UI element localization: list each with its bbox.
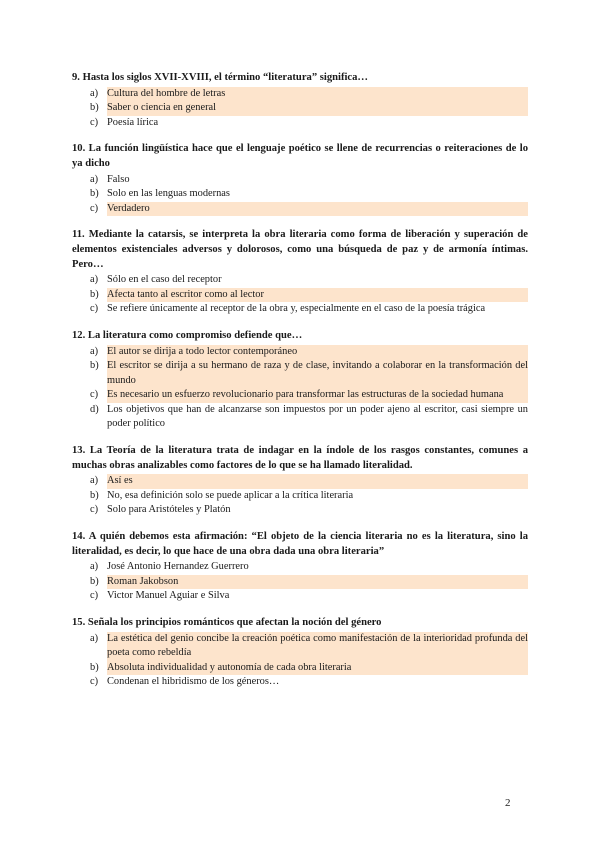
- answer-option: [72, 173, 528, 188]
- option-text: Sólo en el caso del receptor: [107, 274, 222, 286]
- answer-option-highlighted: [72, 288, 528, 303]
- answer-options: [72, 560, 528, 604]
- answer-options: [72, 173, 528, 217]
- option-letter: b): [90, 489, 99, 501]
- answer-option-highlighted: [72, 101, 528, 116]
- option-letter: b): [90, 661, 99, 673]
- answer-options: [72, 632, 528, 690]
- option-text: Absoluta individualidad y autonomía de cada obra literaria: [107, 661, 528, 676]
- page-number: 2: [505, 797, 511, 809]
- option-text: Victor Manuel Aguiar e Silva: [107, 590, 230, 602]
- option-text: Es necesario un esfuerzo revolucionario para transformar las estructuras de la sociedad humana: [107, 388, 528, 403]
- option-letter: a): [90, 87, 99, 99]
- answer-option: [72, 116, 528, 131]
- question-block: [72, 444, 528, 518]
- question-title: 11. Mediante la catarsis, se interpreta la obra literaria como forma de liberación y superación de elementos existenciales adversos y dolorosos, como una búsqueda de paz y de armonía íntimas. Pero…: [72, 229, 528, 270]
- option-text: José Antonio Hernandez Guerrero: [107, 561, 249, 573]
- option-letter: c): [90, 116, 99, 128]
- answer-options: [72, 273, 528, 317]
- question-block: [72, 142, 528, 216]
- question-title: 10. La función lingüística hace que el lenguaje poético se llene de recurrencias o reiteraciones de lo ya dicho: [72, 143, 528, 169]
- answer-option-highlighted: [72, 388, 528, 403]
- answer-option: [72, 489, 528, 504]
- option-letter: a): [90, 632, 99, 644]
- answer-option-highlighted: [72, 661, 528, 676]
- answer-option: [72, 560, 528, 575]
- question-list: [72, 71, 528, 702]
- option-letter: c): [90, 202, 99, 214]
- answer-option-highlighted: [72, 202, 528, 217]
- answer-option: [72, 503, 528, 518]
- option-letter: b): [90, 360, 99, 372]
- option-letter: c): [90, 676, 99, 688]
- answer-option: [72, 302, 528, 317]
- option-letter: b): [90, 188, 99, 200]
- option-letter: b): [90, 102, 99, 114]
- answer-options: [72, 474, 528, 518]
- answer-option: [72, 589, 528, 604]
- option-letter: b): [90, 288, 99, 300]
- answer-option-highlighted: [72, 345, 528, 360]
- option-letter: c): [90, 389, 99, 401]
- answer-option: [72, 273, 528, 288]
- option-letter: a): [90, 345, 99, 357]
- option-letter: c): [90, 590, 99, 602]
- option-letter: c): [90, 303, 99, 315]
- option-text: Así es: [107, 474, 528, 489]
- option-letter: a): [90, 173, 99, 185]
- answer-options: [72, 87, 528, 131]
- question-title: 9. Hasta los siglos XVII-XVIII, el término “literatura” significa…: [72, 72, 369, 83]
- option-text: Solo en las lenguas modernas: [107, 188, 230, 200]
- option-text: Poesía lírica: [107, 116, 159, 128]
- answer-option: [72, 675, 528, 690]
- answer-options: [72, 345, 528, 433]
- option-letter: a): [90, 475, 99, 487]
- answer-option-highlighted: [72, 474, 528, 489]
- option-text: Afecta tanto al escritor como al lector: [107, 288, 528, 303]
- option-text: Verdadero: [107, 202, 528, 217]
- option-text: El escritor se dirija a su hermano de raza y de clase, invitando a colaborar en la transformación del mundo: [107, 359, 528, 388]
- option-text: No, esa definición solo se puede aplicar a la crítica literaria: [107, 489, 354, 501]
- option-text: Condenan el hibridismo de los géneros…: [107, 676, 280, 688]
- question-title: 12. La literatura como compromiso defiende que…: [72, 329, 303, 341]
- option-letter: a): [90, 274, 99, 286]
- option-text: Se refiere únicamente al receptor de la obra y, especialmente en el caso de la poesía trágica: [107, 303, 486, 315]
- answer-option-highlighted: [72, 359, 528, 388]
- option-letter: d): [90, 403, 99, 415]
- question-block: [72, 228, 528, 317]
- option-text: Los objetivos que han de alcanzarse son impuestos por un poder ajeno al escritor, casi siempre un poder político: [107, 403, 528, 430]
- option-text: La estética del genio concibe la creación poética como manifestación de la interioridad profunda del poeta como rebeldía: [107, 632, 528, 661]
- question-block: [72, 329, 528, 432]
- option-letter: c): [90, 504, 99, 516]
- option-letter: a): [90, 561, 99, 573]
- question-block: [72, 616, 528, 690]
- question-block: [72, 530, 528, 604]
- question-title: 13. La Teoría de la literatura trata de indagar en la índole de los rasgos constantes, comunes a muchas obras analizables como factores de lo que se ha llamado literalidad.: [72, 445, 528, 471]
- option-letter: b): [90, 575, 99, 587]
- option-text: El autor se dirija a todo lector contemporáneo: [107, 345, 528, 360]
- option-text: Roman Jakobson: [107, 575, 528, 590]
- question-title: 14. A quién debemos esta afirmación: “El objeto de la ciencia literaria no es la literatura, sino la literalidad, es decir, lo que hace de una obra dada una obra literaria”: [72, 531, 528, 557]
- option-text: Cultura del hombre de letras: [107, 87, 528, 102]
- option-text: Falso: [107, 173, 130, 185]
- question-block: [72, 71, 528, 130]
- answer-option-highlighted: [72, 575, 528, 590]
- option-text: Solo para Aristóteles y Platón: [107, 504, 231, 516]
- option-text: Saber o ciencia en general: [107, 101, 528, 116]
- answer-option-highlighted: [72, 87, 528, 102]
- question-title: 15. Señala los principios románticos que afectan la noción del género: [72, 617, 382, 628]
- answer-option: [72, 403, 528, 432]
- answer-option: [72, 187, 528, 202]
- answer-option-highlighted: [72, 632, 528, 661]
